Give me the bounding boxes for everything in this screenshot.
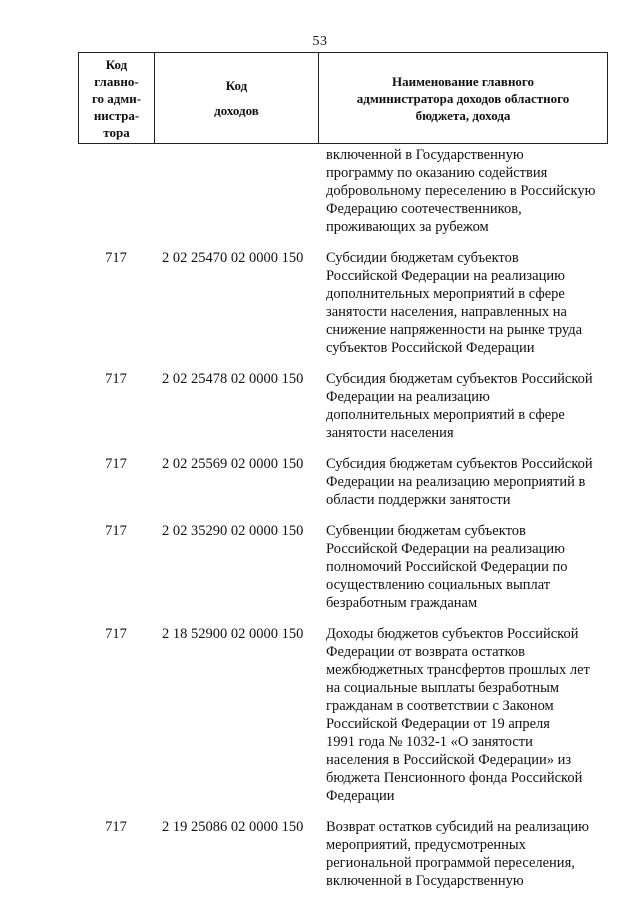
name-line: области поддержки занятости xyxy=(326,492,511,508)
name-line: Российской Федерации на реализацию xyxy=(326,268,565,284)
name-cell xyxy=(318,455,618,509)
name-line: безработным гражданам xyxy=(326,595,478,611)
name-line: субъектов Российской Федерации xyxy=(326,340,535,356)
name-line: Федерации на реализацию мероприятий в xyxy=(326,474,586,490)
header-income-code xyxy=(155,53,319,143)
name-line: проживающих за рубежом xyxy=(326,219,489,235)
income-code-cell xyxy=(154,146,318,236)
income-code-cell: 2 19 25086 02 0000 150 xyxy=(162,819,304,835)
admin-code-cell: 717 xyxy=(105,819,127,835)
name-line: на социальные выплаты безработным xyxy=(326,680,560,696)
header-name xyxy=(319,53,607,143)
name-line: дополнительных мероприятий в сфере xyxy=(326,407,565,423)
name-cell xyxy=(318,249,618,357)
name-cell xyxy=(318,625,618,805)
table-row xyxy=(78,625,618,805)
table-row xyxy=(78,455,618,509)
income-code-cell: 2 02 25569 02 0000 150 xyxy=(162,456,304,472)
header-line: администратора доходов областного xyxy=(356,90,570,106)
header-line: нистра- xyxy=(93,107,140,123)
table-row xyxy=(78,370,618,442)
table-row xyxy=(78,522,618,612)
header-line: го адми- xyxy=(91,90,142,106)
name-line: региональной программой переселения, xyxy=(326,855,575,871)
name-line: Доходы бюджетов субъектов Российской xyxy=(326,626,579,642)
name-line: Российской Федерации от 19 апреля xyxy=(326,716,550,732)
header-line: тора xyxy=(103,124,130,140)
header-admin-code xyxy=(79,53,155,143)
name-line: мероприятий, предусмотренных xyxy=(326,837,526,853)
table-row xyxy=(78,818,618,890)
header-line: Наименование главного xyxy=(391,73,535,89)
income-code-cell: 2 18 52900 02 0000 150 xyxy=(162,626,304,642)
name-line: занятости населения, направленных на xyxy=(326,304,567,320)
continuation-row xyxy=(78,146,618,236)
name-line: добровольному переселению в Российскую xyxy=(326,183,596,199)
header-line: главно- xyxy=(94,73,139,89)
admin-code-cell: 717 xyxy=(105,371,127,387)
admin-code-cell: 717 xyxy=(105,250,127,266)
name-line: полномочий Российской Федерации по xyxy=(326,559,568,575)
income-code-cell: 2 02 35290 02 0000 150 xyxy=(162,523,304,539)
table-body xyxy=(78,146,618,890)
name-line: снижение напряженности на рынке труда xyxy=(326,322,583,338)
page-number: 53 xyxy=(312,34,328,49)
admin-code-cell: 717 xyxy=(105,523,127,539)
name-cell xyxy=(318,146,618,236)
name-line: Российской Федерации на реализацию xyxy=(326,541,565,557)
name-line: межбюджетных трансфертов прошлых лет xyxy=(326,662,590,678)
header-line: Код xyxy=(225,78,248,93)
name-cell xyxy=(318,522,618,612)
name-line: Федерации xyxy=(326,788,395,804)
name-line: населения в Российской Федерации» из xyxy=(326,752,572,768)
name-line: Субсидии бюджетам субъектов xyxy=(326,250,519,266)
name-line: Возврат остатков субсидий на реализацию xyxy=(326,819,589,835)
income-code-cell: 2 02 25470 02 0000 150 xyxy=(162,250,304,266)
header-line: доходов xyxy=(214,103,259,118)
header-line: Код xyxy=(105,56,128,72)
name-cell xyxy=(318,370,618,442)
name-line: бюджета Пенсионного фонда Российской xyxy=(326,770,583,786)
name-line: Федерацию соотечественников, xyxy=(326,201,522,217)
table-row xyxy=(78,249,618,357)
income-code-cell: 2 02 25478 02 0000 150 xyxy=(162,371,304,387)
admin-code-cell xyxy=(78,146,154,236)
name-line: Субсидия бюджетам субъектов Российской xyxy=(326,456,593,472)
name-cell xyxy=(318,818,618,890)
name-line: дополнительных мероприятий в сфере xyxy=(326,286,565,302)
name-line: занятости населения xyxy=(326,425,454,441)
name-line: Субвенции бюджетам субъектов xyxy=(326,523,526,539)
header-line: бюджета, дохода xyxy=(415,107,511,123)
name-line: Субсидия бюджетам субъектов Российской xyxy=(326,371,593,387)
name-line: осуществлению социальных выплат xyxy=(326,577,551,593)
name-line: гражданам в соответствии с Законом xyxy=(326,698,554,714)
table-header xyxy=(78,52,608,144)
name-line: 1991 года № 1032-1 «О занятости xyxy=(326,734,533,750)
name-line: Федерации от возврата остатков xyxy=(326,644,525,660)
name-line: программу по оказанию содействия xyxy=(326,165,548,181)
admin-code-cell: 717 xyxy=(105,456,127,472)
name-line: Федерации на реализацию xyxy=(326,389,490,405)
name-line: включенной в Государственную xyxy=(326,873,524,889)
name-line: включенной в Государственную xyxy=(326,147,524,163)
admin-code-cell: 717 xyxy=(105,626,127,642)
